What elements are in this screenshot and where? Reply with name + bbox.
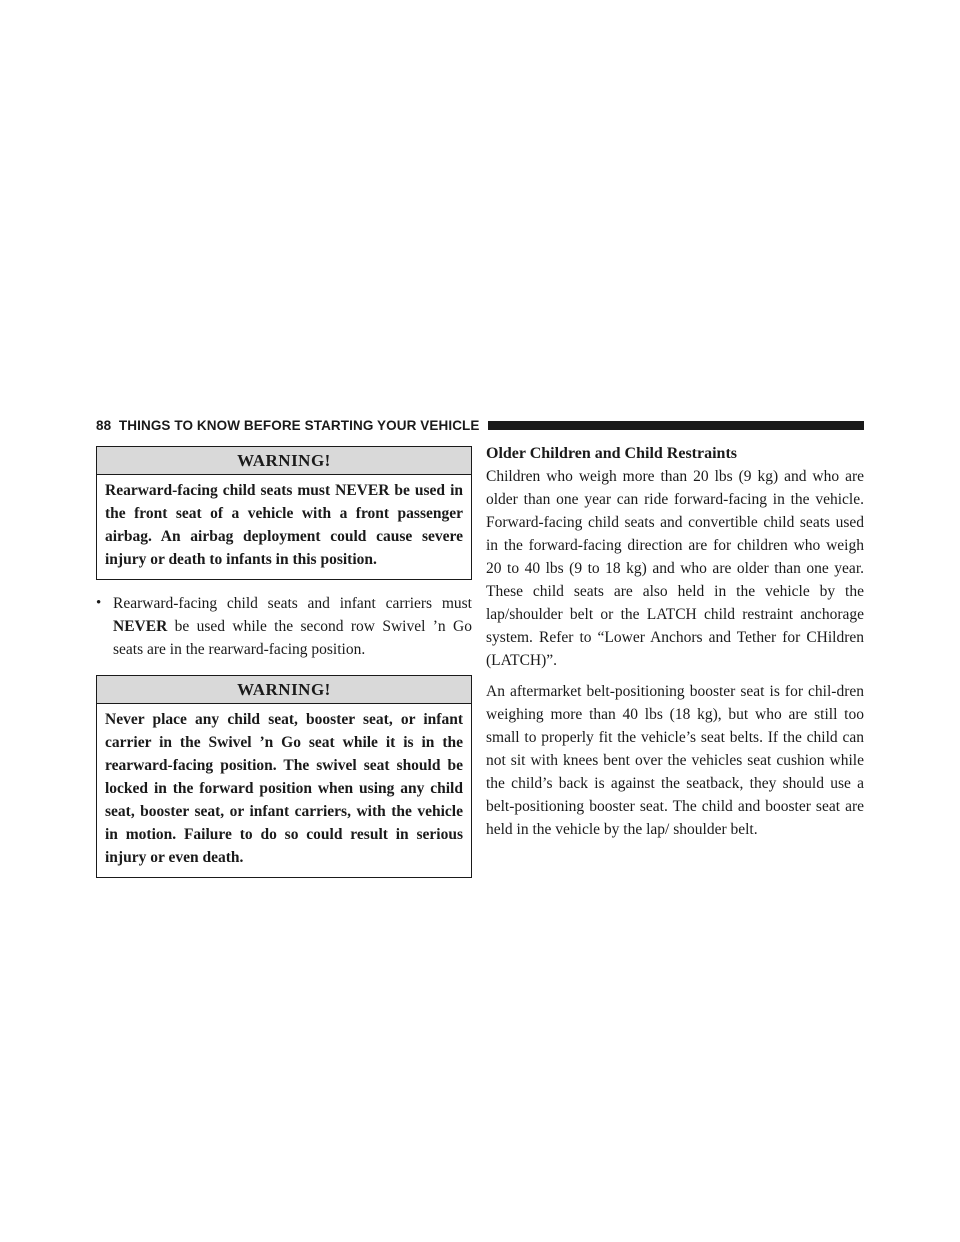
warning-box-rearward-airbag xyxy=(96,446,472,580)
warning-body: Rearward-facing child seats must NEVER be used in the front seat of a vehicle with a front passenger airbag. An airbag deployment could cause severe injury or death to infants in this position. xyxy=(105,482,463,568)
chapter-title: THINGS TO KNOW BEFORE STARTING YOUR VEHICLE xyxy=(118,417,480,433)
page-header-text xyxy=(96,418,480,433)
section-title: Older Children and Child Restraints xyxy=(486,445,738,462)
warning-box-swivel-seat xyxy=(96,675,472,878)
warning-title: WARNING! xyxy=(97,676,471,704)
left-column xyxy=(96,446,472,878)
page-number: 88 xyxy=(96,417,112,433)
bullet-icon: • xyxy=(96,595,102,611)
right-column xyxy=(486,446,864,849)
header-rule xyxy=(488,421,865,430)
bullet-text: Rearward-facing child seats and infant carriers must NEVER be used while the second row Swivel ’n Go seats are in the rearward-facing position. xyxy=(113,595,472,658)
bullet-item-swivel xyxy=(96,592,472,661)
paragraph-booster-seat: An aftermarket belt-positioning booster seat is for chil-dren weighing more than 40 lbs (18 kg), but who are still too small to properly fit the vehicle’s seat belts. If the child can not sit with knees bent over the vehicles seat cushion while the child’s back is against the seatback, they should use a belt-positioning booster seat. The child and booster seat are held in the vehicle by the lap/ shoulder belt. xyxy=(486,683,864,838)
warning-body: Never place any child seat, booster seat, or infant carrier in the Swivel ’n Go seat while it is in the rearward-facing position. The swivel seat should be locked in the forward position when using any child seat, booster seat, or infant carriers, with the vehicle in motion. Failure to do so could result in serious injury or even death. xyxy=(105,711,463,866)
bullet-emphasis: NEVER xyxy=(113,618,168,635)
page-header xyxy=(96,416,864,434)
paragraph-forward-facing: Children who weigh more than 20 lbs (9 kg) and who are older than one year can ride forward-facing in the vehicle. Forward-facing child seats and convertible child seats used in the forward-facing direction are for children who weigh 20 to 40 lbs (9 to 18 kg) and who are older than one year. These child seats are also held in the vehicle by the lap/shoulder belt or the LATCH child restraint anchorage system. Refer to “Lower Anchors and Tether for CHildren (LATCH)”. xyxy=(486,468,864,669)
warning-title: WARNING! xyxy=(97,447,471,475)
